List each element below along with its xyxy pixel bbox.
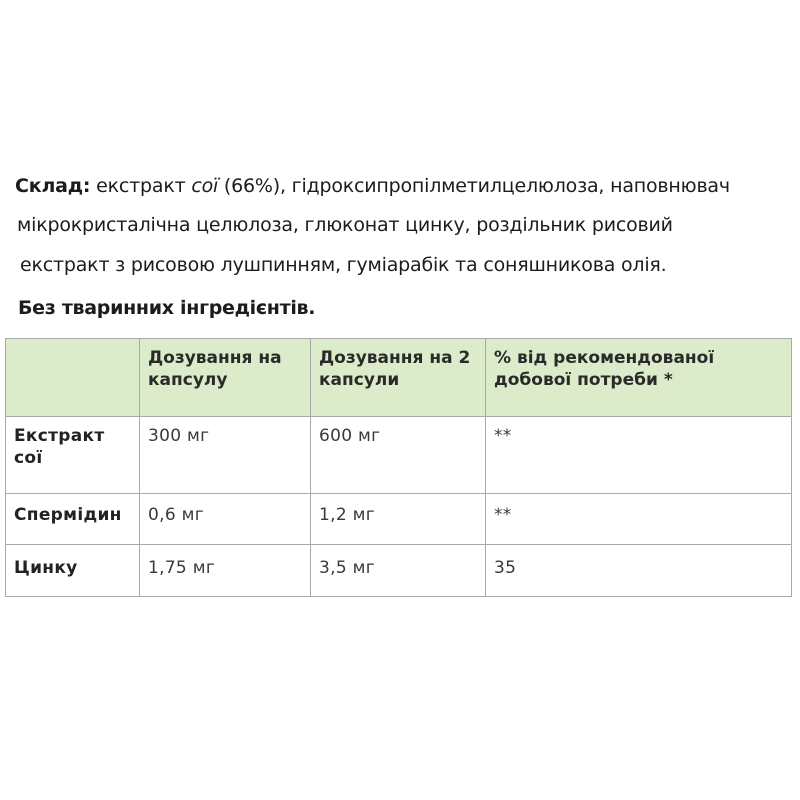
per-two-capsules-cell: 1,2 мг bbox=[311, 494, 486, 545]
daily-value-cell: 35 bbox=[486, 545, 792, 597]
composition-italic-soy: сої bbox=[191, 175, 219, 197]
composition-text-1b: (66%), гідроксипропілметилцелюлоза, наповнювач bbox=[218, 175, 730, 197]
daily-value-cell: ** bbox=[486, 494, 792, 545]
table-body bbox=[6, 417, 792, 597]
composition-line-1 bbox=[15, 175, 730, 197]
dosage-table bbox=[5, 338, 792, 597]
row-name-cell: Спермідин bbox=[6, 494, 140, 545]
per-two-capsules-cell: 600 мг bbox=[311, 417, 486, 494]
composition-line-3: екстракт з рисовою лушпинням, гуміарабік та соняшникова олія. bbox=[20, 254, 667, 276]
table-header-row bbox=[6, 339, 792, 417]
header-cell-per-capsule: Дозування на капсулу bbox=[140, 339, 311, 417]
table-row bbox=[6, 545, 792, 597]
vegan-note: Без тваринних інгредієнтів. bbox=[18, 297, 316, 319]
header-cell-per-two-capsules: Дозування на 2 капсули bbox=[311, 339, 486, 417]
table-header bbox=[6, 339, 792, 417]
row-name-cell: Цинку bbox=[6, 545, 140, 597]
row-name-cell: Екстракт сої bbox=[6, 417, 140, 494]
table-row bbox=[6, 417, 792, 494]
per-capsule-cell: 1,75 мг bbox=[140, 545, 311, 597]
per-two-capsules-cell: 3,5 мг bbox=[311, 545, 486, 597]
header-cell-daily-value: % від рекомендованої добової потреби * bbox=[486, 339, 792, 417]
table-row bbox=[6, 494, 792, 545]
composition-line-2: мікрокристалічна целюлоза, глюконат цинку, роздільник рисовий bbox=[17, 214, 673, 236]
header-cell-empty bbox=[6, 339, 140, 417]
per-capsule-cell: 0,6 мг bbox=[140, 494, 311, 545]
composition-label: Склад: bbox=[15, 175, 91, 197]
daily-value-cell: ** bbox=[486, 417, 792, 494]
per-capsule-cell: 300 мг bbox=[140, 417, 311, 494]
composition-text-1a: екстракт bbox=[90, 175, 192, 197]
